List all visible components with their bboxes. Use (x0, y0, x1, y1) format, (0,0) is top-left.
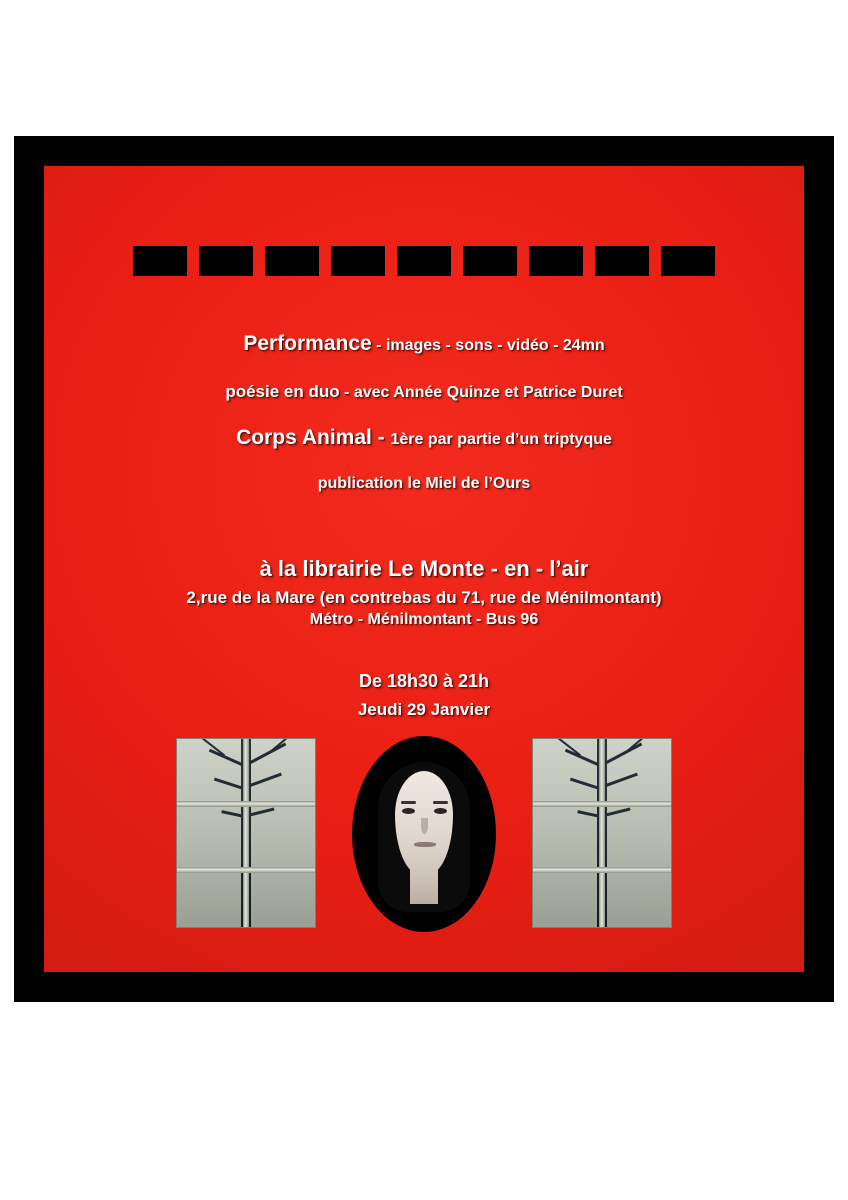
portrait-mouth (414, 842, 436, 847)
portrait-eyebrow-left (401, 801, 416, 804)
decorative-block-row (44, 246, 804, 276)
venue-name: à la librairie Le Monte - en - l’air (259, 556, 589, 581)
headline-performance-detail: - images - sons - vidéo - 24mn (371, 337, 605, 354)
window-tree-photo-right (532, 738, 672, 928)
headline-corps-animal-detail: 1ère par partie d’un triptyque (390, 431, 612, 449)
window-mullion-vertical (243, 739, 249, 927)
decor-block (397, 246, 451, 276)
window-mullion-horizontal (533, 801, 671, 807)
window-tree-photo-left (176, 738, 316, 928)
event-date: Jeudi 29 Janvier (357, 700, 491, 719)
event-time: De 18h30 à 21h (358, 671, 490, 691)
decor-block (529, 246, 583, 276)
portrait-eye-left (402, 808, 415, 814)
decor-block (199, 246, 253, 276)
decor-block (265, 246, 319, 276)
window-mullion-horizontal (533, 867, 671, 873)
window-mullion-horizontal (177, 867, 315, 873)
poster-red-panel (44, 166, 804, 972)
decor-block (595, 246, 649, 276)
headline-duo-detail: - avec Année Quinze et Patrice Duret (339, 384, 623, 402)
headline-line-3 (44, 425, 804, 451)
decor-block (133, 246, 187, 276)
portrait-eye-right (434, 808, 447, 814)
portrait-nose (421, 818, 428, 834)
venue-info (44, 556, 804, 629)
venue-address: 2,rue de la Mare (en contrebas du 71, rue de Ménilmontant) (186, 588, 662, 607)
event-description (44, 331, 804, 494)
decor-block (463, 246, 517, 276)
image-row (44, 738, 804, 930)
headline-line-2 (44, 381, 804, 403)
decor-block (331, 246, 385, 276)
event-schedule (44, 671, 804, 720)
poster-black-frame (14, 136, 834, 1002)
headline-corps-animal: Corps Animal - (236, 426, 391, 450)
headline-publication: publication le Miel de l’Ours (317, 474, 531, 492)
decor-block (661, 246, 715, 276)
oval-portrait (352, 736, 496, 932)
portrait-eyebrow-right (433, 801, 448, 804)
headline-performance: Performance (243, 332, 372, 355)
portrait-face (376, 762, 472, 922)
window-mullion-vertical (599, 739, 605, 927)
venue-transit: Métro - Ménilmontant - Bus 96 (309, 611, 539, 628)
window-mullion-horizontal (177, 801, 315, 807)
headline-duo: poésie en duo (225, 382, 340, 402)
headline-line-1 (44, 331, 804, 357)
